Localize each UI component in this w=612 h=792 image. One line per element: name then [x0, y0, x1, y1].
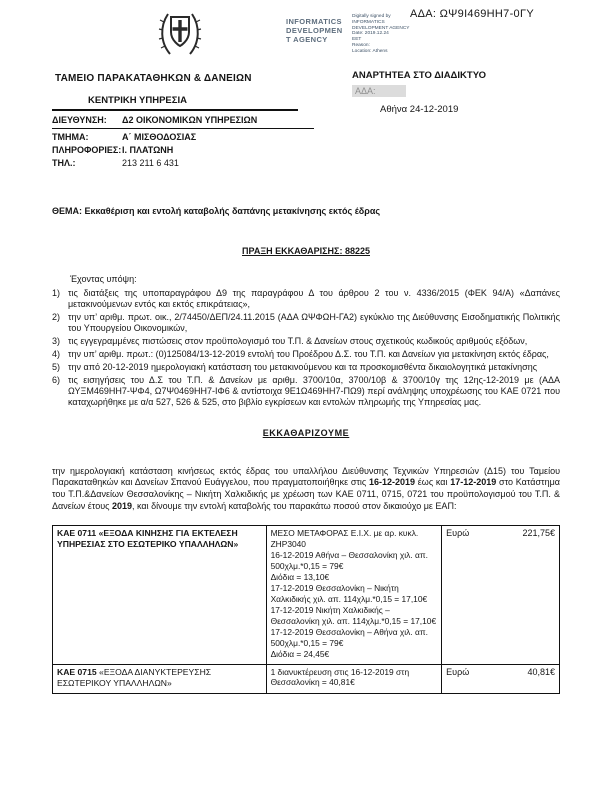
table-row [53, 526, 560, 664]
signature-line: EET [352, 37, 362, 42]
kae-cell [53, 526, 267, 664]
header-divider [52, 109, 298, 111]
considering-list [52, 288, 560, 408]
item-text: τις εισηγήσεις του Δ.Σ του Τ.Π. & Δανείων με αριθμ. 3700/10α, 3700/10β & 3700/10γ της 12ης-12-2019 με (ΑΔΑ ΩΥΞΜ469ΗΗ7-ΨΦ4, Ω7Ψ0469ΗΗ7-ΙΦ6 & αντίστοιχα 9Ε1Ω469ΗΗ7-ΠΩ9) περί ανάληψης υποχρέωσης του ΚΑΕ 0721 που καταχωρήθηκε με α/α 527, 526 & 525, στο βιβλίο εγκρίσεων και εντολών πληρωμής της Υπηρεσίας μας. [68, 374, 560, 407]
clearing-heading: ΕΚΚΑΘΑΡΙΖΟΥΜΕ [262, 427, 350, 438]
detail-line: 17-12-2019 Θεσσαλονίκη – Νικήτη Χαλκιδικής χιλ. απ. 114χλμ.*0,15 = 17,10€ [270, 583, 428, 604]
detail-line: Διόδια = 13,10€ [270, 572, 330, 583]
central-service-label: ΚΕΝΤΡΙΚΗ ΥΠΗΡΕΣΙΑ [88, 95, 187, 106]
considering-item [52, 362, 560, 373]
paragraph-segment: 2019 [111, 500, 132, 511]
details-cell [266, 664, 442, 693]
amount-value: 40,81€ [527, 666, 555, 677]
item-text: την από 20-12-2019 ημερολογιακή κατάσταση του μετακινούμενου και τα προσκομισθέντα δικαιολογητικά μετακίνησης [68, 361, 538, 372]
amount-cell [442, 526, 560, 664]
clearing-act-label: ΠΡΑΞΗ ΕΚΚΑΘΑΡΙΣΗΣ: [242, 246, 343, 256]
item-text: την υπ’ αριθμ. πρωτ.: (0)125084/13-12-2019 εντολή του Προέδρου Δ.Σ. του Τ.Π. και Δανείων για μετακίνηση εκτός έδρας, [68, 348, 549, 359]
contact-field-row [52, 113, 314, 129]
field-label: ΤΗΛ.: [52, 158, 76, 168]
kae-cell [53, 664, 267, 693]
item-number: 6) [52, 374, 61, 385]
paragraph-segment: έως και [415, 477, 451, 488]
detail-line: 17-12-2019 Θεσσαλονίκη – Αθήνα χιλ. απ. 500χλμ.*0,15 = 79€ [270, 626, 428, 648]
document-date: Αθήνα 24-12-2019 [380, 104, 459, 115]
amount-cell [442, 664, 560, 693]
item-number: 2) [52, 311, 61, 322]
detail-line: ΜΕΣΟ ΜΕΤΑΦΟΡΑΣ Ε.Ι.Χ. με αρ. κυκλ. ΖΗΡ3040 [270, 528, 419, 550]
clearing-paragraph [52, 466, 560, 513]
paragraph-segment: 17-12-2019 [450, 477, 497, 488]
amount-value: 221,75€ [522, 528, 555, 539]
clearing-act-underlined [242, 246, 370, 256]
item-number: 3) [52, 335, 61, 346]
kae-title: «ΕΞΟΔΑ ΔΙΑΝΥΚΤΕΡΕΥΣΗΣ ΕΣΩΤΕΡΙΚΟΥ ΥΠΑΛΛΗΛΩΝ» [57, 666, 212, 688]
item-number: 4) [52, 348, 61, 359]
item-text: την υπ’ αριθμ. πρωτ. οικ., 2/74450/ΔΕΠ/24.11.2015 (ΑΔΑ ΩΨΦΩΗ-ΓΑ2) εγκύκλιο της Διεύθυνσης Εισοδηματικής Πολιτικής του Υπουργείου Οικονομικών, [68, 311, 560, 333]
ida-line: T AGENCY [286, 35, 328, 44]
expense-table-body [53, 526, 560, 693]
paragraph-segment: στο Κατάστημα του Τ.Π.&Δανείων Θεσσαλονίκης – Νικήτη Χαλκιδικής με χρέωση των ΚΑΕ 0711, 0715, 0721 του προϋπολογισμού του Τ.Π. & Δανείων έτους [52, 477, 560, 511]
field-label: ΠΛΗΡΟΦΟΡΙΕΣ: [52, 145, 122, 155]
subject-label: ΘΕΜΑ: [52, 206, 82, 216]
contact-field-row [52, 130, 314, 143]
currency-label: Ευρώ [446, 528, 470, 539]
amount-wrap [446, 528, 555, 538]
expense-table [52, 525, 560, 693]
details-cell [266, 526, 442, 664]
signature-line: Digitally signed by [352, 14, 391, 19]
document-body [52, 206, 560, 694]
paragraph-segment: , και δίνουμε την εντολή καταβολής του παρακάτω ποσού στον δικαιούχο με ΕΑΠ: [132, 500, 457, 511]
signature-line: Location: Athens [352, 48, 388, 54]
contact-fields [52, 113, 314, 169]
item-text: τις διατάξεις της υποπαραγράφου Δ9 της παραγράφου Δ του άρθρου 2 του ν. 4336/2015 (ΦΕΚ 94/Α) «Δαπάνες μετακινούμενων εντός και εκτός επικράτειας», [68, 288, 560, 309]
currency-label: Ευρώ [446, 666, 470, 677]
item-text: τις εγγεγραμμένες πιστώσεις στον προϋπολογισμό του Τ.Π. & Δανείων στους σχετικούς κωδικούς αριθμούς εξόδων, [68, 335, 528, 346]
field-label: ΤΜΗΜΑ: [52, 132, 89, 142]
clearing-act-line [52, 246, 560, 256]
signature-line: DEVELOPMENT AGENCY [352, 25, 410, 31]
ida-line: DEVELOPMEN [286, 26, 343, 35]
clearing-act-number: 88225 [344, 246, 370, 256]
considering-item [52, 312, 560, 334]
signature-line: Reason: [352, 42, 370, 48]
field-value: Δ2 ΟΙΚΟΝΟΜΙΚΩΝ ΥΠΗΡΕΣΙΩΝ [122, 115, 258, 125]
subject-text: Εκκαθέριση και εντολή καταβολής δαπάνης μετακίνησης εκτός έδρας [84, 206, 381, 216]
organization-name: ΤΑΜΕΙΟ ΠΑΡΑΚΑΤΑΘΗΚΩΝ & ΔΑΝΕΙΩΝ [55, 73, 252, 84]
signature-line: Date: 2019.12.24 [352, 31, 389, 37]
considering-item [52, 349, 560, 360]
field-value: Ι. ΠΛΑΤΩΝΗ [122, 145, 174, 155]
kae-title: «ΕΞΟΔΑ ΚΙΝΗΣΗΣ ΓΙΑ ΕΚΤΕΛΕΣΗ ΥΠΗΡΕΣΙΑΣ ΣΤΟ ΕΣΩΤΕΡΙΚΟ ΥΠΑΛΛΗΛΩΝ» [57, 528, 239, 550]
greek-emblem-icon [158, 10, 202, 58]
considering-item [52, 336, 560, 347]
ida-line: INFORMATICS [286, 17, 342, 26]
ada-code: ΑΔΑ: ΩΨ9Ι469ΗΗ7-0ΓΥ [410, 8, 534, 20]
ida-agency-name [286, 17, 350, 44]
field-value: 213 211 6 431 [122, 158, 179, 168]
kae-code: ΚΑΕ 0711 [57, 528, 97, 539]
detail-line: 1 διανυκτέρευση στις 16-12-2019 στη Θεσσαλονίκη = 40,81€ [270, 666, 410, 688]
publish-online-label: ΑΝΑΡΤΗΤΕΑ ΣΤΟ ΔΙΑΔΙΚΤΥΟ [352, 70, 487, 81]
considering-intro: Έχοντας υπόψη: [70, 274, 137, 284]
item-number: 5) [52, 361, 61, 372]
field-value: Α΄ ΜΙΣΘΟΔΟΣΙΑΣ [122, 132, 197, 142]
detail-line: 17-12-2019 Νικήτη Χαλκιδικής – Θεσσαλονίκη χιλ. απ. 114χλμ.*0,15 = 17,10€ [270, 604, 437, 626]
ada-placeholder-box: ΑΔΑ: [352, 85, 406, 97]
subject-line [52, 206, 560, 216]
item-number: 1) [52, 288, 61, 298]
paragraph-segment: 16-12-2019 [369, 477, 416, 488]
detail-line: Διόδια = 24,45€ [270, 648, 330, 659]
detail-line: 16-12-2019 Αθήνα – Θεσσαλονίκη χιλ. απ. 500χλμ.*0,15 = 79€ [270, 550, 428, 572]
table-row [53, 664, 560, 693]
signature-line: INFORMATICS [352, 19, 385, 25]
digital-signature-stamp [352, 14, 444, 54]
contact-field-row [52, 143, 314, 156]
considering-item [52, 375, 560, 408]
field-label: ΔΙΕΥΘΥΝΣΗ: [52, 115, 107, 125]
paragraph-segment: την ημερολογιακή κατάσταση κινήσεως εκτός έδρας του υπαλλήλου Διεύθυνσης Τεχνικών Υπηρεσιών (Δ15) του Ταμείου Παρακαταθηκών και Δανείων Σπανού Ευάγγελου, που πραγματοποιήθηκε στις [52, 465, 560, 488]
kae-code: ΚΑΕ 0715 [57, 666, 97, 677]
amount-wrap [446, 667, 555, 677]
contact-field-row [52, 156, 314, 169]
header-right-block [352, 70, 562, 115]
considering-item [52, 288, 560, 310]
